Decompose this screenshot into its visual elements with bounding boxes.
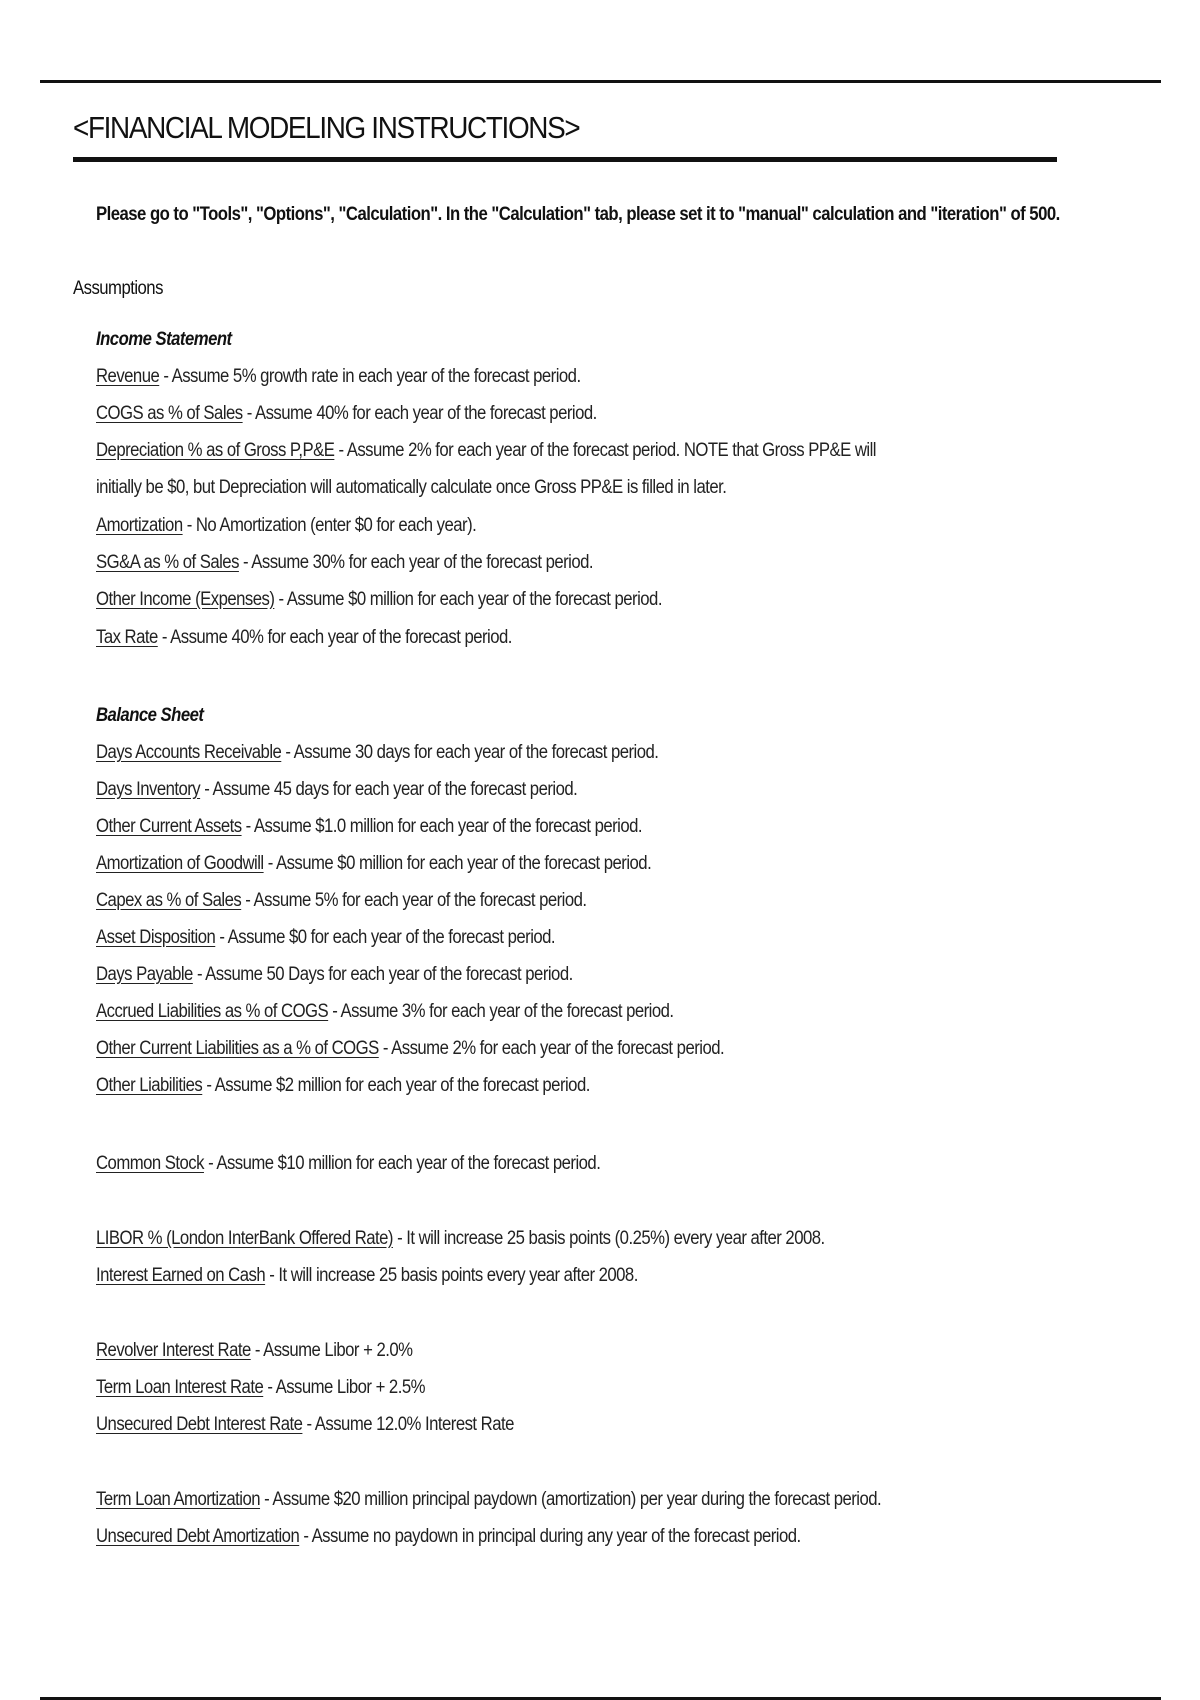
assumption-text: - No Amortization (enter $0 for each year). bbox=[182, 515, 477, 536]
assumption-label: COGS as % of Sales bbox=[96, 403, 243, 424]
assumption-unsecured-debt-amortization bbox=[96, 1526, 801, 1548]
assumption-text: - Assume $1.0 million for each year of the forecast period. bbox=[241, 816, 643, 837]
title-underline bbox=[73, 157, 1057, 162]
assumption-label: Asset Disposition bbox=[96, 927, 216, 948]
assumption-text: - Assume 2% for each year of the forecast period. NOTE that Gross PP&E will bbox=[334, 440, 876, 461]
assumption-revolver-rate bbox=[96, 1340, 412, 1362]
assumption-text: - Assume no paydown in principal during any year of the forecast period. bbox=[299, 1526, 801, 1547]
assumption-label: Term Loan Amortization bbox=[96, 1489, 261, 1510]
assumption-term-loan-rate bbox=[96, 1377, 425, 1399]
assumption-text: - Assume 3% for each year of the forecast period. bbox=[328, 1001, 674, 1022]
assumption-text: - Assume 2% for each year of the forecast period. bbox=[378, 1038, 725, 1059]
assumption-text: - Assume $2 million for each year of the forecast period. bbox=[202, 1075, 590, 1096]
assumption-depreciation bbox=[96, 440, 876, 462]
assumption-text: - Assume 45 days for each year of the forecast period. bbox=[200, 779, 578, 800]
assumption-unsecured-debt-rate bbox=[96, 1414, 514, 1436]
assumption-label: SG&A as % of Sales bbox=[96, 552, 239, 573]
assumption-capex bbox=[96, 890, 587, 912]
assumption-text: - Assume 50 Days for each year of the forecast period. bbox=[192, 964, 573, 985]
assumption-interest-on-cash bbox=[96, 1265, 638, 1287]
assumptions-heading: Assumptions bbox=[73, 278, 163, 299]
assumption-amortization bbox=[96, 515, 476, 537]
assumption-label: Days Payable bbox=[96, 964, 193, 985]
assumption-other-liabilities bbox=[96, 1075, 590, 1097]
assumption-common-stock bbox=[96, 1153, 600, 1175]
assumption-days-ar bbox=[96, 742, 658, 764]
assumption-other-income bbox=[96, 589, 662, 611]
assumption-label: Days Inventory bbox=[96, 779, 201, 800]
assumption-label: Interest Earned on Cash bbox=[96, 1265, 266, 1286]
assumption-revenue bbox=[96, 366, 581, 388]
assumption-text: - Assume 40% for each year of the forecast period. bbox=[157, 627, 512, 648]
assumption-text: - Assume Libor + 2.0% bbox=[250, 1340, 413, 1361]
assumption-text: - It will increase 25 basis points every year after 2008. bbox=[265, 1265, 638, 1286]
balance-sheet-heading: Balance Sheet bbox=[96, 705, 204, 726]
assumption-tax-rate bbox=[96, 627, 512, 649]
assumption-days-payable bbox=[96, 964, 573, 986]
assumption-label: Revolver Interest Rate bbox=[96, 1340, 251, 1361]
assumption-text: - Assume 40% for each year of the forecast period. bbox=[242, 403, 597, 424]
assumption-text: - Assume Libor + 2.5% bbox=[263, 1377, 425, 1398]
assumption-label: Days Accounts Receivable bbox=[96, 742, 282, 763]
assumption-goodwill-amortization bbox=[96, 853, 651, 875]
assumption-asset-disposition bbox=[96, 927, 555, 949]
assumption-label: Term Loan Interest Rate bbox=[96, 1377, 264, 1398]
assumption-label: Accrued Liabilities as % of COGS bbox=[96, 1001, 329, 1022]
assumption-label: Unsecured Debt Amortization bbox=[96, 1526, 300, 1547]
assumption-text: - Assume 5% growth rate in each year of the forecast period. bbox=[159, 366, 581, 387]
assumption-cogs bbox=[96, 403, 597, 425]
assumption-libor bbox=[96, 1228, 825, 1250]
assumption-label: Other Current Liabilities as a % of COGS bbox=[96, 1038, 379, 1059]
assumption-text: - Assume $0 for each year of the forecast period. bbox=[215, 927, 556, 948]
assumption-label: Unsecured Debt Interest Rate bbox=[96, 1414, 303, 1435]
assumption-text: - Assume 12.0% Interest Rate bbox=[302, 1414, 514, 1435]
top-divider bbox=[40, 80, 1161, 83]
assumption-label: Capex as % of Sales bbox=[96, 890, 242, 911]
assumption-text: - Assume $20 million principal paydown (amortization) per year during the forecast period. bbox=[260, 1489, 882, 1510]
assumption-label: Tax Rate bbox=[96, 627, 158, 648]
assumption-label: Other Liabilities bbox=[96, 1075, 203, 1096]
assumption-text: - Assume 5% for each year of the forecast period. bbox=[241, 890, 587, 911]
assumption-text: initially be $0, but Depreciation will automatically calculate once Gross PP&E is filled in later. bbox=[96, 477, 727, 498]
assumption-days-inventory bbox=[96, 779, 577, 801]
assumption-label: LIBOR % (London InterBank Offered Rate) bbox=[96, 1228, 393, 1249]
assumption-label: Amortization bbox=[96, 515, 183, 536]
assumption-text: - Assume $0 million for each year of the forecast period. bbox=[274, 589, 662, 610]
calculation-instruction: Please go to "Tools", "Options", "Calculation". In the "Calculation" tab, please set it to "manual" calculation and "iteration" of 500. bbox=[96, 204, 1060, 225]
assumption-label: Other Current Assets bbox=[96, 816, 242, 837]
assumption-text: - Assume $0 million for each year of the forecast period. bbox=[263, 853, 652, 874]
assumption-label: Revenue bbox=[96, 366, 160, 387]
assumption-other-current-assets bbox=[96, 816, 642, 838]
assumption-depreciation-note bbox=[96, 477, 726, 499]
assumption-sga bbox=[96, 552, 593, 574]
income-statement-heading: Income Statement bbox=[96, 329, 232, 350]
assumption-label: Other Income (Expenses) bbox=[96, 589, 275, 610]
page-title: <FINANCIAL MODELING INSTRUCTIONS> bbox=[73, 110, 580, 145]
assumption-label: Common Stock bbox=[96, 1153, 204, 1174]
assumption-text: - Assume 30 days for each year of the forecast period. bbox=[281, 742, 659, 763]
assumption-text: - Assume 30% for each year of the forecast period. bbox=[238, 552, 594, 573]
assumption-term-loan-amortization bbox=[96, 1489, 881, 1511]
assumption-accrued-liabilities bbox=[96, 1001, 674, 1023]
assumption-label: Amortization of Goodwill bbox=[96, 853, 264, 874]
assumption-text: - Assume $10 million for each year of the forecast period. bbox=[203, 1153, 601, 1174]
assumption-text: - It will increase 25 basis points (0.25%) every year after 2008. bbox=[392, 1228, 825, 1249]
assumption-label: Depreciation % as of Gross P,P&E bbox=[96, 440, 335, 461]
assumption-other-current-liabilities bbox=[96, 1038, 724, 1060]
